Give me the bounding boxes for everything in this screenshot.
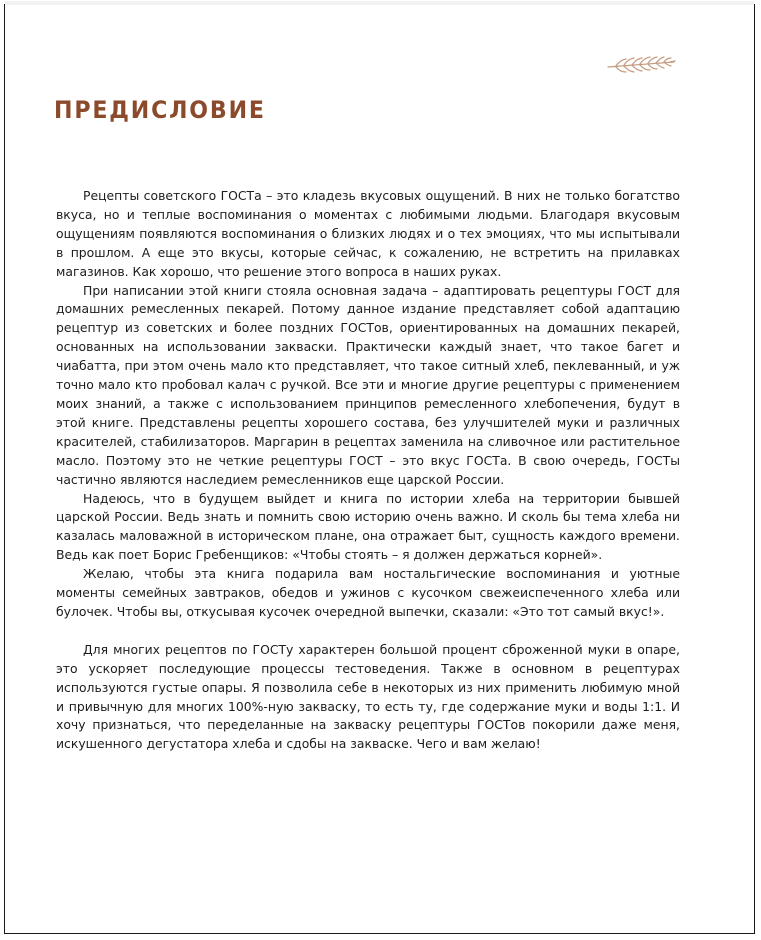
page-top-edge: [5, 1, 754, 5]
preface-text: [56, 187, 680, 754]
paragraph: Надеюсь, что в будущем выйдет и книга по истории хлеба на территории бывшей царской России. Ведь знать и помнить свою историю очень важно. И сколь бы тема хлеба ни казалась маловажной в историческом плане, она отражает быт, сущность каждого времени. Ведь как поет Борис Гребенщиков: «Чтобы стоять – я должен держаться корней».: [56, 490, 680, 563]
wheat-ear-icon: [606, 53, 676, 75]
paragraph: Для многих рецептов по ГОСТу характерен большой процент сброженной муки в опаре, это ускоряет последующие процессы тестоведения. Также в основном в рецептурах используются густые опары. Я позволила себе в некоторых из них применить любимую мной и привычную для многих 100%-ную закваску, то есть ту, где содержание муки и воды 1:1. И хочу признаться, что переделанные на закваску рецептуры ГОСТов покорили даже меня, искушенного дегустатора хлеба и сдобы на закваске. Чего и вам желаю!: [56, 641, 680, 752]
page-title: ПРЕДИСЛОВИЕ: [54, 96, 266, 124]
paragraph: Рецепты советского ГОСТа – это кладезь вкусовых ощущений. В них не только богатство вкуса, но и теплые воспоминания о моментах с любимыми людьми. Благодаря вкусовым ощущениям появляются воспоминания о близких людях и о тех эмоциях, что мы испытывали в прошлом. А еще это вкусы, которые сейчас, к сожалению, не встретить на прилавках магазинов. Как хорошо, что решение этого вопроса в наших руках.: [56, 188, 680, 279]
paragraph: Желаю, чтобы эта книга подарила вам ностальгические воспоминания и уютные моменты семейных завтраков, обедов и ужинов с кусочком свежеиспеченного хлеба или булочек. Чтобы вы, откусывая кусочек очередной выпечки, сказали: «Это тот самый вкус!».: [56, 566, 680, 619]
paragraph: При написании этой книги стояла основная задача – адаптировать рецептуры ГОСТ для домашних ремесленных пекарей. Потому данное издание представляет собой адаптацию рецептур из советских и более поздних ГОСТов, ориентированных на домашних пекарей, основанных на использовании закваски. Практически каждый знает, что такое багет и чиабатта, при этом очень мало кто представляет, что такое ситный хлеб, пеклеванный, и уж точно мало кто пробовал калач с ручкой. Все эти и многие другие рецептуры с применением моих знаний, а также с использованием принципов ремесленного хлебопечения, будут в этой книге. Представлены рецепты хорошего состава, без улучшителей муки и различных красителей, стабилизаторов. Маргарин в рецептах заменила на сливочное или растительное масло. Поэтому это не четкие рецептуры ГОСТ – это вкус ГОСТа. В свою очередь, ГОСТы частично являются наследием ремесленников еще царской России.: [56, 282, 680, 487]
book-page: [4, 4, 755, 934]
